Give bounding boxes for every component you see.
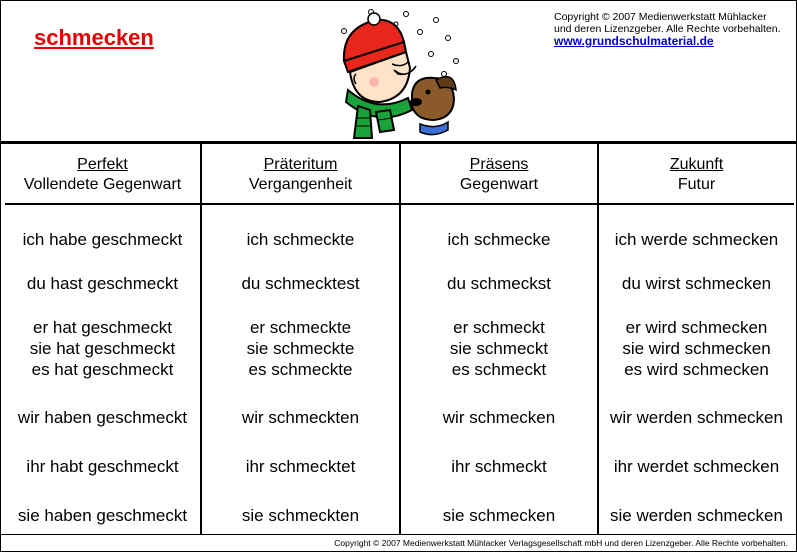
conjugation-cell: er hat geschmeckt [33, 318, 172, 337]
page-title: schmecken [34, 25, 154, 50]
tense-name: Zukunft [669, 156, 724, 173]
conjugation-cell: ich schmecke [447, 230, 551, 249]
conjugation-cell: sie schmecken [442, 506, 556, 525]
conjugation-cell: wir schmecken [442, 408, 556, 427]
column-header [202, 155, 399, 195]
conjugation-cell: du schmeckst [447, 274, 551, 293]
tense-description: Vergangenheit [248, 176, 353, 193]
column-praesens [401, 144, 597, 534]
conjugation-cell: wir werden schmecken [610, 408, 783, 427]
conjugation-cell: sie schmeckt [449, 339, 549, 358]
conjugation-cell: wir haben geschmeckt [17, 408, 188, 427]
footer-copyright: Copyright © 2007 Medienwerkstatt Mühlacker Verlagsgesellschaft mbH und deren Lizenzgeber. Alle Rechte vorbehalten. [334, 538, 788, 548]
copyright-block [554, 11, 781, 47]
tense-description: Futur [677, 176, 716, 193]
tense-description: Vollendete Gegenwart [23, 176, 182, 193]
child-with-dog-tasting-snowflakes-icon [336, 6, 466, 141]
copyright-line-1: Copyright © 2007 Medienwerkstatt Mühlacker [554, 11, 767, 23]
column-header [599, 155, 794, 195]
conjugation-cell: es hat geschmeckt [31, 360, 174, 379]
conjugation-cell: du schmecktest [241, 274, 360, 293]
conjugation-cell: sie hat geschmeckt [29, 339, 176, 358]
column-perfekt [5, 144, 200, 534]
column-header [401, 155, 597, 195]
footer-divider [1, 534, 797, 535]
conjugation-cell: ihr schmeckt [451, 457, 547, 476]
tense-name: Präteritum [263, 156, 338, 173]
conjugation-cell: wir schmeckten [241, 408, 360, 427]
conjugation-cell: er schmeckt [453, 318, 545, 337]
conjugation-cell: es schmeckte [248, 360, 353, 379]
conjugation-cell: du hast geschmeckt [26, 274, 179, 293]
tense-name: Präsens [469, 156, 529, 173]
conjugation-cell: sie haben geschmeckt [17, 506, 188, 525]
tense-name: Perfekt [77, 156, 128, 173]
website-link[interactable]: www.grundschulmaterial.de [554, 34, 714, 48]
column-zukunft [599, 144, 794, 534]
conjugation-cell: es schmeckt [451, 360, 547, 379]
conjugation-cell: ihr schmecktet [245, 457, 356, 476]
conjugation-cell: sie werden schmecken [610, 506, 783, 525]
conjugation-cell: ihr habt geschmeckt [26, 457, 179, 476]
column-praeteritum [202, 144, 399, 534]
column-header [5, 155, 200, 195]
conjugation-cell: er schmeckte [249, 318, 352, 337]
conjugation-cell: sie schmeckten [241, 506, 360, 525]
conjugation-cell: sie wird schmecken [622, 339, 771, 358]
conjugation-cell: du wirst schmecken [621, 274, 772, 293]
conjugation-cell: es wird schmecken [624, 360, 769, 379]
conjugation-cell: er wird schmecken [625, 318, 768, 337]
conjugation-cell: sie schmeckte [246, 339, 355, 358]
copyright-line-2: und deren Lizenzgeber. Alle Rechte vorbehalten. [554, 23, 781, 35]
conjugation-table [5, 144, 794, 534]
conjugation-cell: ich werde schmecken [614, 230, 779, 249]
conjugation-cell: ich habe geschmeckt [22, 230, 183, 249]
conjugation-cell: ihr werdet schmecken [613, 457, 780, 476]
tense-description: Gegenwart [459, 176, 539, 193]
conjugation-cell: ich schmeckte [246, 230, 355, 249]
